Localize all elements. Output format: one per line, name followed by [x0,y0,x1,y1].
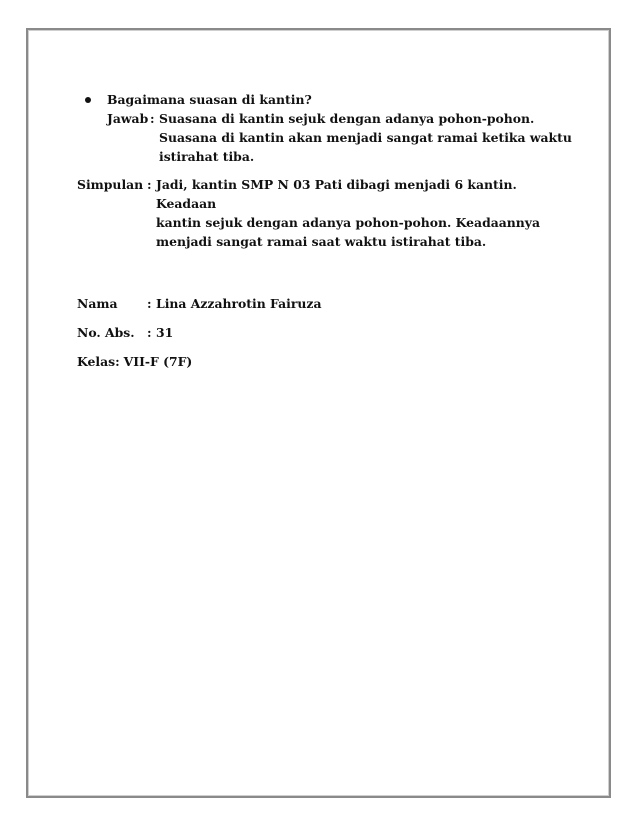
abs-row [77,323,322,342]
conclusion-label: Simpulan [77,177,144,192]
question-text: Bagaimana suasan di kantin? [107,92,312,107]
abs-label: No. Abs. [77,325,135,340]
name-colon: : [147,296,152,311]
class-value: VII-F (7F) [123,354,193,369]
conclusion-line: kantin sejuk dengan adanya pohon-pohon. Keadaannya [156,215,541,230]
class-colon: : [115,354,120,369]
answer-line: Suasana di kantin akan menjadi sangat ramai ketika waktu [159,130,572,145]
conclusion-line: menjadi sangat ramai saat waktu istirahat tiba. [156,234,487,249]
abs-value: 31 [156,325,174,340]
identity-block [77,294,322,381]
name-label: Nama [77,296,118,311]
conclusion-line: Jadi, kantin SMP N 03 Pati dibagi menjadi 6 kantin. Keadaan [156,177,517,211]
answer-text [159,109,577,166]
bullet-icon [85,97,91,103]
name-value: Lina Azzahrotin Fairuza [156,296,322,311]
conclusion-text [156,175,577,251]
document-content [77,90,577,251]
name-row [77,294,322,313]
answer-row [107,109,577,166]
answer-label: Jawab [107,111,149,126]
abs-colon: : [147,325,152,340]
class-label: Kelas [77,354,116,369]
conclusion-colon: : [147,177,152,192]
answer-line: istirahat tiba. [159,149,255,164]
conclusion-row [77,175,577,251]
answer-line: Suasana di kantin sejuk dengan adanya pohon-pohon. [159,111,535,126]
class-row [77,352,322,371]
answer-colon: : [150,111,155,126]
question-item [77,90,577,166]
